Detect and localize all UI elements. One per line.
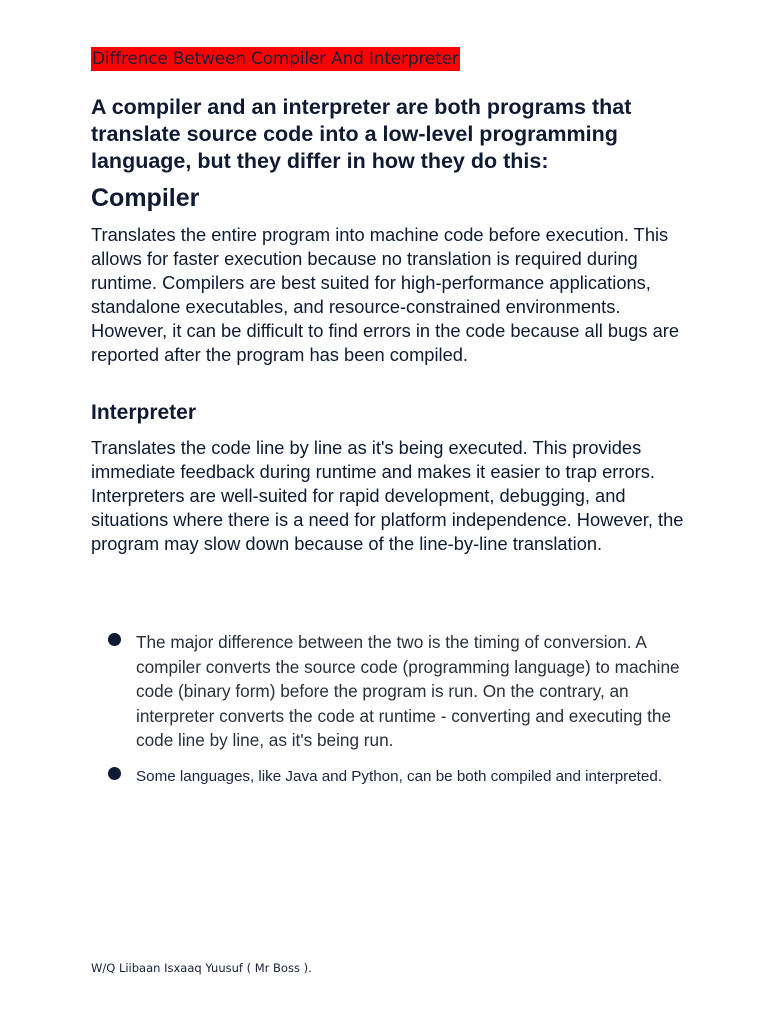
bullet-list: [108, 630, 688, 791]
title-block: [91, 47, 460, 71]
bullet-text: The major difference between the two is the timing of conversion. A compiler converts the source code (programming language) to machine code (binary form) before the program is run. On the contrary, an interpreter converts the code at runtime - converting and executing the code line by line, as it's being run.: [136, 632, 680, 750]
document-title: Diffrence Between Compiler And Interpreter: [92, 49, 459, 69]
compiler-paragraph: Translates the entire program into machine code before execution. This allows for faster execution because no translation is required during runtime. Compilers are best suited for high-performance applications, standalone executables, and resource-constrained environments. However, it can be difficult to find errors in the code because all bugs are reported after the program has been compiled.: [91, 224, 680, 365]
intro-paragraph: A compiler and an interpreter are both programs that translate source code into a low-level programming language, but they differ in how they do this:: [91, 95, 632, 173]
bullet-dot-icon: [108, 633, 121, 646]
list-item: [108, 763, 688, 791]
bullet-text: Some languages, like Java and Python, can be both compiled and interpreted.: [136, 767, 663, 785]
interpreter-heading: Interpreter: [91, 401, 197, 424]
interpreter-paragraph: Translates the code line by line as it's being executed. This provides immediate feedback during runtime and makes it easier to trap errors. Interpreters are well-suited for rapid development, debugging, and situations where there is a need for platform independence. However, the program may slow down because of the line-by-line translation.: [91, 437, 684, 554]
footer-author: W/Q Liibaan Isxaaq Yuusuf ( Mr Boss ).: [91, 961, 312, 975]
compiler-heading: Compiler: [91, 184, 200, 212]
bullet-dot-icon: [108, 767, 121, 780]
list-item: [108, 630, 688, 753]
